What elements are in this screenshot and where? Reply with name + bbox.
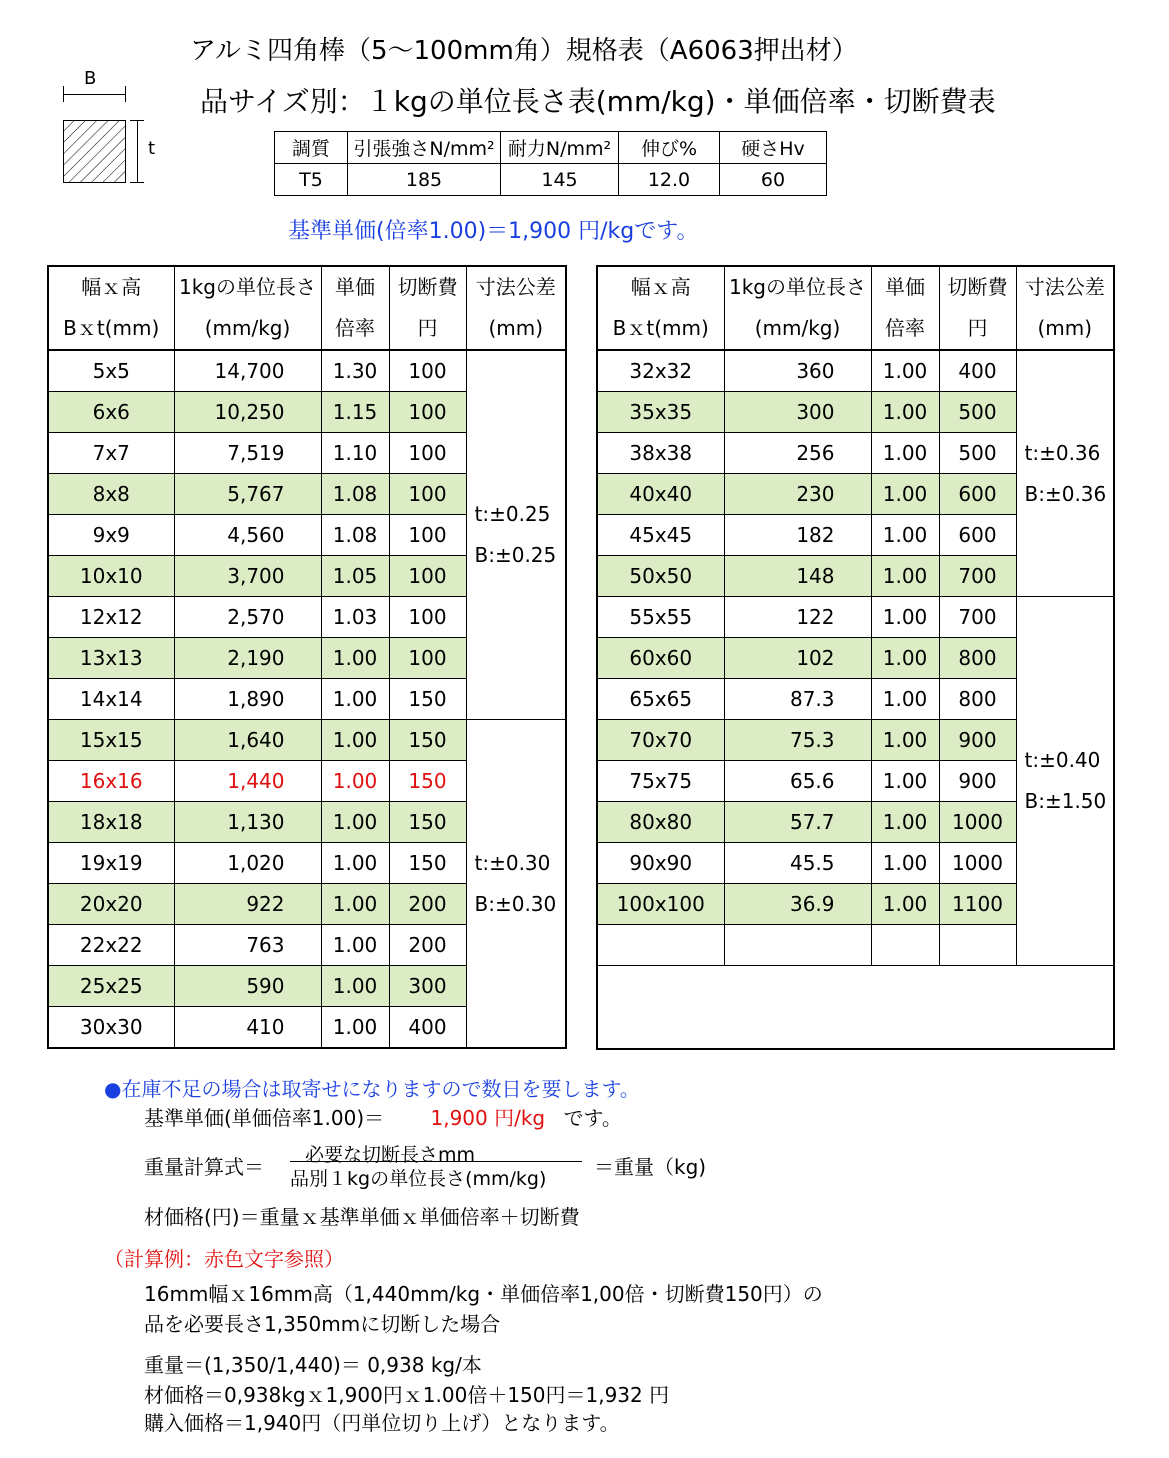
table-header-row: [597, 308, 1114, 350]
cell-cut-fee: 100: [389, 433, 466, 474]
empty-cell: [871, 925, 939, 966]
cell-cut-fee: 1000: [939, 843, 1016, 884]
cell-cut-fee: 100: [389, 392, 466, 433]
cell-cut-fee: 800: [939, 638, 1016, 679]
cell-size: 65x65: [597, 679, 724, 720]
header-hardness: 硬さHv: [720, 132, 827, 164]
width-dimension-line: [63, 94, 126, 95]
header-tolerance: 寸法公差: [466, 266, 566, 308]
cell-size: 15x15: [48, 720, 174, 761]
example-line: 16mm幅ｘ16mm高（1,440mm/kg・単価倍率1,00倍・切断費150円）の: [144, 1282, 823, 1306]
cell-rate: 1.00: [321, 966, 389, 1007]
cell-unit-length: 14,700: [174, 350, 321, 392]
cell-size: 22x22: [48, 925, 174, 966]
cell-rate: 1.00: [871, 761, 939, 802]
weight-formula-result: ＝重量（kg): [594, 1155, 707, 1179]
cell-unit-length: 182: [724, 515, 871, 556]
cell-unit-length: 5,767: [174, 474, 321, 515]
header-cut: 切断費: [389, 266, 466, 308]
cell-unit-length: 410: [174, 1007, 321, 1049]
cell-size: 75x75: [597, 761, 724, 802]
cell-unit-length: 45.5: [724, 843, 871, 884]
cell-size: 70x70: [597, 720, 724, 761]
cell-rate: 1.00: [871, 802, 939, 843]
diagram-b-label: B: [84, 68, 97, 89]
cell-unit-length: 1,440: [174, 761, 321, 802]
cell-unit-length: 4,560: [174, 515, 321, 556]
weight-formula-numerator: 必要な切断長さmm: [305, 1144, 476, 1166]
properties-header-row: [275, 132, 827, 164]
cell-cut-fee: 100: [389, 474, 466, 515]
header-rate: 単価: [871, 266, 939, 308]
cell-size: 40x40: [597, 474, 724, 515]
weight-formula-label: 重量計算式＝: [144, 1155, 264, 1179]
cell-unit-length: 87.3: [724, 679, 871, 720]
cell-rate: 1.08: [321, 474, 389, 515]
cell-size: 90x90: [597, 843, 724, 884]
page-subtitle: 品サイズ別：１kgの単位長さ表(mm/kg)・単価倍率・切断費表: [200, 85, 996, 118]
cell-rate: 1.08: [321, 515, 389, 556]
page-title: アルミ四角棒（5～100mm角）規格表（A6063押出材）: [190, 36, 858, 66]
base-price-line: 基準単価(倍率1.00)＝1,900 円/kgです。: [288, 219, 699, 244]
cell-size: 10x10: [48, 556, 174, 597]
cell-size: 45x45: [597, 515, 724, 556]
properties-value-row: [275, 164, 827, 196]
example-title: （計算例：赤色文字参照）: [104, 1247, 344, 1271]
cell-cut-fee: 150: [389, 761, 466, 802]
price-formula: 材価格(円)＝重量ｘ基準単価ｘ単価倍率＋切断費: [144, 1205, 580, 1229]
cell-size: 55x55: [597, 597, 724, 638]
calc-price: 材価格＝0,938kgｘ1,900円ｘ1.00倍＋150円＝1,932 円: [144, 1383, 670, 1407]
header-size-unit: Bｘt(mm): [597, 308, 724, 350]
tolerance-t: t:±0.36: [1024, 440, 1101, 465]
cell-rate: 1.00: [871, 433, 939, 474]
cell-size: 50x50: [597, 556, 724, 597]
cell-rate: 1.00: [321, 843, 389, 884]
header-rate-unit: 倍率: [871, 308, 939, 350]
table-row: [597, 597, 1114, 638]
cell-rate: 1.00: [871, 679, 939, 720]
cell-rate: 1.03: [321, 597, 389, 638]
cell-rate: 1.15: [321, 392, 389, 433]
header-rate-unit: 倍率: [321, 308, 389, 350]
cell-cut-fee: 500: [939, 392, 1016, 433]
cell-unit-length: 230: [724, 474, 871, 515]
value-elongation: 12.0: [619, 164, 720, 196]
cell-rate: 1.00: [871, 515, 939, 556]
cell-unit-length: 2,570: [174, 597, 321, 638]
cell-rate: 1.00: [871, 638, 939, 679]
header-tensile: 引張強さN/mm²: [348, 132, 501, 164]
fraction-line: [290, 1161, 582, 1162]
example-line: 品を必要長さ1,350mmに切断した場合: [144, 1312, 501, 1336]
cell-rate: 1.00: [321, 679, 389, 720]
cell-rate: 1.00: [871, 350, 939, 392]
header-length: 1kgの単位長さ: [724, 266, 871, 308]
cell-size: 100x100: [597, 884, 724, 925]
cell-rate: 1.00: [321, 638, 389, 679]
header-size-unit: Bｘt(mm): [48, 308, 174, 350]
cell-unit-length: 922: [174, 884, 321, 925]
table-row: [597, 350, 1114, 392]
cell-cut-fee: 700: [939, 597, 1016, 638]
base-price-value: 1,900 円/kg: [430, 1106, 546, 1130]
cell-rate: 1.00: [871, 597, 939, 638]
cell-cut-fee: 150: [389, 720, 466, 761]
header-temper: 調質: [275, 132, 348, 164]
cell-cut-fee: 500: [939, 433, 1016, 474]
cell-rate: 1.00: [871, 843, 939, 884]
cell-cut-fee: 100: [389, 350, 466, 392]
cell-size: 5x5: [48, 350, 174, 392]
tolerance-b: B:±0.25: [474, 543, 557, 567]
cell-cut-fee: 200: [389, 925, 466, 966]
tolerance-cell: [466, 720, 566, 1049]
empty-area: [597, 966, 1114, 1050]
cell-unit-length: 300: [724, 392, 871, 433]
size-table-left: [47, 265, 567, 1049]
cell-size: 18x18: [48, 802, 174, 843]
weight-formula-denominator: 品別１kgの単位長さ(mm/kg): [290, 1168, 547, 1190]
cell-unit-length: 36.9: [724, 884, 871, 925]
cell-unit-length: 57.7: [724, 802, 871, 843]
cell-rate: 1.00: [321, 761, 389, 802]
cell-size: 12x12: [48, 597, 174, 638]
cell-cut-fee: 300: [389, 966, 466, 1007]
value-yield: 145: [501, 164, 619, 196]
cell-unit-length: 65.6: [724, 761, 871, 802]
cell-rate: 1.00: [321, 720, 389, 761]
tolerance-b: B:±0.36: [1024, 481, 1107, 506]
cell-rate: 1.05: [321, 556, 389, 597]
cell-size: 25x25: [48, 966, 174, 1007]
cell-rate: 1.00: [871, 474, 939, 515]
empty-cell: [597, 925, 724, 966]
cell-cut-fee: 800: [939, 679, 1016, 720]
cell-size: 19x19: [48, 843, 174, 884]
header-length-unit: (mm/kg): [724, 308, 871, 350]
base-price-note: [144, 1102, 622, 1131]
empty-cell: [597, 966, 1114, 1050]
base-price-suffix: です。: [563, 1106, 622, 1130]
tolerance-t: t:±0.25: [474, 502, 551, 526]
cell-cut-fee: 400: [939, 350, 1016, 392]
cell-cut-fee: 700: [939, 556, 1016, 597]
cell-size: 20x20: [48, 884, 174, 925]
cell-cut-fee: 600: [939, 474, 1016, 515]
cell-rate: 1.30: [321, 350, 389, 392]
cell-rate: 1.00: [321, 802, 389, 843]
cell-rate: 1.00: [871, 392, 939, 433]
tolerance-b: B:±1.50: [1024, 789, 1107, 813]
cell-unit-length: 1,640: [174, 720, 321, 761]
calc-weight: 重量＝(1,350/1,440)＝ 0,938 kg/本: [144, 1353, 482, 1377]
header-tolerance-unit: (mm): [466, 308, 566, 350]
cell-unit-length: 360: [724, 350, 871, 392]
cell-cut-fee: 600: [939, 515, 1016, 556]
header-rate: 単価: [321, 266, 389, 308]
cell-size: 32x32: [597, 350, 724, 392]
value-temper: T5: [275, 164, 348, 196]
tolerance-cell: [1016, 597, 1114, 966]
height-dimension-line: [137, 120, 138, 183]
table-row: [48, 350, 566, 392]
cell-cut-fee: 100: [389, 597, 466, 638]
diagram-t-label: t: [148, 138, 156, 159]
tolerance-t: t:±0.30: [474, 850, 551, 875]
table-header-row: [48, 308, 566, 350]
tolerance-cell: [1016, 350, 1114, 597]
cell-unit-length: 256: [724, 433, 871, 474]
cell-cut-fee: 100: [389, 556, 466, 597]
table-row: [48, 720, 566, 761]
cell-size: 8x8: [48, 474, 174, 515]
cell-rate: 1.00: [871, 884, 939, 925]
cell-unit-length: 7,519: [174, 433, 321, 474]
cell-cut-fee: 1000: [939, 802, 1016, 843]
cell-cut-fee: 100: [389, 638, 466, 679]
header-size: 幅ｘ高: [48, 266, 174, 308]
header-yield: 耐力N/mm²: [501, 132, 619, 164]
cell-size: 35x35: [597, 392, 724, 433]
cell-size: 80x80: [597, 802, 724, 843]
cell-cut-fee: 400: [389, 1007, 466, 1049]
header-cut: 切断費: [939, 266, 1016, 308]
cell-size: 16x16: [48, 761, 174, 802]
stock-note: ●在庫不足の場合は取寄せになりますので数日を要します。: [104, 1077, 640, 1101]
calc-purchase: 購入価格＝1,940円（円単位切り上げ）となります。: [144, 1411, 620, 1435]
cell-size: 14x14: [48, 679, 174, 720]
hatched-section-icon: [63, 120, 127, 184]
value-tensile: 185: [348, 164, 501, 196]
cell-rate: 1.00: [321, 884, 389, 925]
base-price-prefix: 基準単価(単価倍率1.00)＝: [144, 1106, 385, 1130]
header-length-unit: (mm/kg): [174, 308, 321, 350]
cell-size: 30x30: [48, 1007, 174, 1049]
empty-cell: [724, 925, 871, 966]
table-header-row: [48, 266, 566, 308]
header-tolerance-unit: (mm): [1016, 308, 1114, 350]
table-header-row: [597, 266, 1114, 308]
cell-size: 60x60: [597, 638, 724, 679]
cell-size: 9x9: [48, 515, 174, 556]
cell-unit-length: 1,890: [174, 679, 321, 720]
cell-unit-length: 122: [724, 597, 871, 638]
properties-table: [274, 131, 827, 196]
cell-unit-length: 763: [174, 925, 321, 966]
cell-cut-fee: 900: [939, 761, 1016, 802]
cell-size: 7x7: [48, 433, 174, 474]
cell-unit-length: 1,130: [174, 802, 321, 843]
cell-size: 38x38: [597, 433, 724, 474]
cell-rate: 1.10: [321, 433, 389, 474]
cell-cut-fee: 150: [389, 679, 466, 720]
cell-size: 13x13: [48, 638, 174, 679]
cell-rate: 1.00: [321, 1007, 389, 1049]
empty-cell: [939, 925, 1016, 966]
cell-unit-length: 10,250: [174, 392, 321, 433]
header-cut-unit: 円: [389, 308, 466, 350]
header-length: 1kgの単位長さ: [174, 266, 321, 308]
cell-cut-fee: 100: [389, 515, 466, 556]
tolerance-cell: [466, 350, 566, 720]
header-elongation: 伸び%: [619, 132, 720, 164]
cell-rate: 1.00: [871, 556, 939, 597]
cell-unit-length: 102: [724, 638, 871, 679]
header-cut-unit: 円: [939, 308, 1016, 350]
tolerance-b: B:±0.30: [474, 891, 557, 916]
cell-cut-fee: 150: [389, 802, 466, 843]
cell-unit-length: 590: [174, 966, 321, 1007]
value-hardness: 60: [720, 164, 827, 196]
size-table-right: [596, 265, 1115, 1050]
cell-cut-fee: 1100: [939, 884, 1016, 925]
cell-unit-length: 148: [724, 556, 871, 597]
cell-size: 6x6: [48, 392, 174, 433]
header-size: 幅ｘ高: [597, 266, 724, 308]
cell-rate: 1.00: [871, 720, 939, 761]
cell-cut-fee: 900: [939, 720, 1016, 761]
tolerance-t: t:±0.40: [1024, 748, 1101, 772]
cell-unit-length: 1,020: [174, 843, 321, 884]
cell-rate: 1.00: [321, 925, 389, 966]
cell-cut-fee: 200: [389, 884, 466, 925]
cell-unit-length: 75.3: [724, 720, 871, 761]
cell-unit-length: 3,700: [174, 556, 321, 597]
cell-unit-length: 2,190: [174, 638, 321, 679]
cell-cut-fee: 150: [389, 843, 466, 884]
header-tolerance: 寸法公差: [1016, 266, 1114, 308]
